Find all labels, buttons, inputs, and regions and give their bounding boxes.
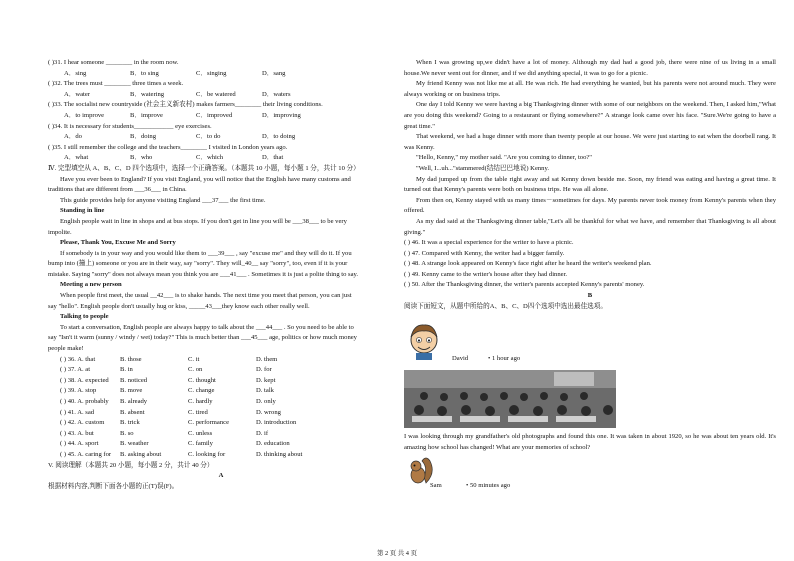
story-paragraph: From then on, Kenny stayed with us many times－sometimes for days. My parents never took money from Kenny's parents when they offered. [404, 196, 776, 215]
boy-avatar-icon [406, 320, 442, 360]
cloze-option[interactable]: D. if [256, 429, 269, 437]
subheading-meeting-new-person: Meeting a new person [60, 281, 122, 289]
cloze-option[interactable]: C. performance [188, 419, 230, 427]
cloze-intro-3: This guide provides help for anyone visiting England ___37___ the first time. [60, 196, 266, 204]
cloze-option-row [48, 397, 394, 408]
cloze-question-number[interactable]: ( ) 38. A. expected [60, 376, 109, 384]
cloze-option[interactable]: D. wrong [256, 408, 281, 416]
cloze-question-number[interactable]: ( ) 41. A. sad [60, 408, 95, 416]
sub4-line-2: say "Isn't it warm (sunny / windy / wet) today?" This is much better than ___45___ age, politics or how much money [48, 334, 357, 342]
multiple-choice-section [48, 58, 394, 164]
cloze-option[interactable]: D. kept [256, 376, 276, 384]
mc-question-options [48, 153, 394, 164]
mc-option[interactable]: A．sing [64, 69, 87, 77]
mc-question-options [48, 111, 394, 122]
cloze-question-number[interactable]: ( ) 43. A. but [60, 429, 94, 437]
post1-time: • 1 hour ago [488, 355, 521, 363]
post2-header [404, 455, 776, 491]
page-footer: 第 2 页 共 4 页 [377, 550, 417, 557]
cloze-question-number[interactable]: ( ) 44. A. sport [60, 440, 99, 448]
cloze-option[interactable]: D. thinking about [256, 450, 303, 458]
post2-time: • 50 minutes ago [466, 482, 511, 490]
part-a-label: A [218, 472, 224, 480]
right-column [404, 58, 776, 491]
sub1-line-1: English people wait in line in shops and at bus stops. If you don't get in line you will be ___38___ to be very [60, 217, 347, 225]
cloze-option[interactable]: D. introduction [256, 419, 297, 427]
mc-option[interactable]: C．improved [196, 111, 233, 119]
cloze-option[interactable]: D. talk [256, 387, 274, 395]
mc-option[interactable]: D．improving [262, 111, 301, 119]
sub4-line-3: people make! [48, 345, 84, 353]
story-paragraph: "Well, I...uh..."stammered(结结巴巴地说) Kenny. [416, 164, 549, 172]
subheading-standing-in-line: Standing in line [60, 207, 105, 215]
cloze-option[interactable]: C. tired [188, 408, 208, 416]
story-paragraph: As my dad said at the Thanksgiving dinner table,"Let's all be thankful for what we have, and remember that Thanksgiving is all about giving." [404, 217, 776, 236]
cloze-option[interactable]: C. on [188, 366, 203, 374]
mc-question-stem: ( )35. I still remember the college and the teachers________ I visited in London years ago. [48, 143, 288, 151]
classroom-photo-image [404, 370, 616, 428]
story-paragraph: My dad jumped up from the table right away and sat Kenny down beside me. Soon, my friend was eating and having a great time. It turned out that Kenny's parents were both on business trips. He was all alone. [404, 175, 776, 194]
old-classroom-photo [404, 370, 616, 428]
mc-option[interactable]: A．water [64, 90, 90, 98]
cloze-option[interactable]: B. in [120, 366, 133, 374]
cloze-option-row [48, 355, 394, 366]
sub2-line-1: If somebody is in your way and you would like them to ___39___ , say "excuse me" and they will do it. If you [60, 249, 352, 257]
cloze-option[interactable]: C. unless [188, 429, 213, 437]
cloze-question-number[interactable]: ( ) 42. A. custom [60, 419, 105, 427]
story-paragraph: That weekend, we had a huge dinner with more than twenty people at our house. We were just starting to eat when the doorbell rang. It was Kenny. [404, 133, 776, 151]
part-b-label: B [587, 292, 593, 300]
cloze-question-number[interactable]: ( ) 40. A. probably [60, 398, 109, 405]
story-paragraph: One day I told Kenny we were having a big Thanksgiving dinner with some of our neighbors on the weekend. Then, I asked him,"What are you doing this weekend? Going to a restaurant or flying somewhere?" A strange look came over his face. "Sure.We're going to have a great time." [404, 101, 776, 130]
tf-question[interactable]: ( ) 50. After the Thanksgiving dinner, the writer's parents accepted Kenny's parents' money. [404, 281, 645, 289]
mc-option[interactable]: D．that [262, 154, 284, 162]
sub2-line-3: mistake. Saying "sorry" does not always mean you think you are ___41___ . Sometimes it is just a polite thing to say. [48, 270, 359, 278]
cloze-option[interactable]: C. change [188, 387, 215, 395]
cloze-option[interactable]: B. those [120, 355, 142, 363]
post1-text: I was looking through my grandfather's old photographs and found this one. It was taken in about 1920, so he was about ten years old. It's amazing how school has changed! What are your memories of school? [404, 433, 776, 451]
mc-option[interactable]: A．to improve [64, 111, 105, 119]
mc-option[interactable]: D．sang [262, 69, 286, 77]
part-b-instruction: 阅读下面短文，从题中所给的A、B、C、D四个选项中选出最佳选项。 [404, 302, 607, 310]
cloze-option-row [48, 376, 394, 387]
mc-question-options [48, 132, 394, 143]
mc-option[interactable]: C．be watered [196, 90, 236, 98]
cloze-option[interactable]: D. education [256, 440, 290, 448]
cloze-option[interactable]: B. absent [120, 408, 145, 416]
mc-option[interactable]: B．improve [130, 111, 163, 119]
mc-option[interactable]: D．waters [262, 90, 291, 98]
subheading-talking-to-people: Talking to people [60, 313, 109, 321]
cloze-option[interactable]: C. family [188, 440, 213, 448]
mc-option[interactable]: A．do [64, 133, 82, 141]
mc-option[interactable]: B．watering [130, 90, 165, 98]
cloze-option[interactable]: B. weather [120, 440, 149, 448]
subheading-please-thank-you: Please, Thank You, Excuse Me and Sorry [60, 239, 176, 247]
mc-question-stem: ( )33. The socialist new countryside (社会主义新农村) makes farmers________ their living conditions. [48, 101, 323, 109]
mc-question-stem: ( )32. The trees must ________ three times a week. [48, 80, 184, 88]
cloze-intro-1: Have you ever been to England? If you visit England, you will notice that the English have many customs and [60, 175, 351, 183]
cloze-option[interactable]: C. looking for [188, 450, 226, 458]
tf-question[interactable]: ( ) 47. Compared with Kenny, the writer had a bigger family. [404, 249, 565, 257]
cloze-option[interactable]: B. trick [120, 419, 140, 427]
sub4-line-1: To start a conversation, English people are always happy to talk about the ___44___ . So you need to be able to [60, 323, 354, 331]
cloze-option[interactable]: D. for [256, 366, 272, 374]
cloze-option-row [48, 386, 394, 397]
true-false-questions [404, 238, 776, 291]
cloze-option[interactable]: C. hardly [188, 398, 213, 405]
story-paragraph: When I was growing up,we didn't have a lot of money. Although my dad had a good job, there were nine of us living in a small house.We never went out for dinner, and if we did anything special, it was to go for a picnic. [404, 59, 776, 77]
tf-question[interactable]: ( ) 46. It was a special experience for the writer to have a picnic. [404, 239, 574, 247]
mc-option[interactable]: A．what [64, 154, 89, 162]
story-paragraph: My friend Kenny was not like me at all. He was rich. He had everything he wanted, but his parents were not around much. They were always working or on business trips. [404, 80, 776, 98]
cloze-option-row [48, 418, 394, 429]
mc-option[interactable]: B．doing [130, 133, 157, 141]
mc-option[interactable]: B．to sing [130, 69, 159, 77]
cloze-question-number[interactable]: ( ) 36. A. that [60, 355, 96, 363]
cloze-option[interactable]: B. noticed [120, 376, 148, 384]
cloze-option[interactable]: B. move [120, 387, 143, 395]
cloze-option-row [48, 365, 394, 376]
sub3-line-2: say "hello". English people don't usually hug or kiss, _____43___they know each other really well. [48, 302, 310, 310]
cloze-option[interactable]: B. already [120, 398, 148, 405]
mc-option[interactable]: B．who [130, 154, 153, 162]
mc-question-options [48, 69, 394, 80]
cloze-option-row [48, 408, 394, 419]
cloze-intro-2: traditions that are different from ___36___ in China. [48, 186, 187, 194]
sub3-line-1: When people first meet, the usual __42___ is to shake hands. The next time you meet that person, you can just [60, 292, 352, 300]
section-4-title: Ⅳ. 完型填空从 A、B、C、D 四个选项中，选择一个正确答案。（本题共 10 小题，每小题 1 分，共计 10 分） [48, 164, 360, 172]
mc-option[interactable]: C．which [196, 154, 224, 162]
cloze-option-row [48, 439, 394, 450]
post1-author: David [452, 355, 469, 363]
section-5-title: V. 阅读理解（本题共 20 小题，每小题 2 分，共计 40 分） [48, 461, 214, 469]
mc-option[interactable]: C．singing [196, 69, 227, 77]
sub2-line-2: bump into (撞上) someone or you are in their way, say "sorry". They will_40__ say "sorry", too, even if it is your [48, 260, 348, 268]
cloze-option[interactable]: D. them [256, 355, 278, 363]
mc-question-options [48, 90, 394, 101]
cloze-option[interactable]: C. thought [188, 376, 216, 384]
cloze-option[interactable]: B. asking about [120, 450, 162, 458]
post2-author: Sam [430, 482, 442, 490]
mc-question-stem: ( )34. It is necessary for students____________ eye exercises. [48, 122, 212, 130]
cloze-option-row [48, 429, 394, 440]
cloze-option-row [48, 450, 394, 461]
cloze-question-number[interactable]: ( ) 45. A. caring for [60, 450, 112, 458]
cloze-option[interactable]: C. it [188, 355, 200, 363]
part-a-instruction: 根据材料内容,判断下面各小题的正(T)误(F)。 [48, 482, 179, 490]
mc-option[interactable]: D．to doing [262, 133, 296, 141]
cloze-option[interactable]: B. so [120, 429, 134, 437]
cloze-options-list [48, 355, 394, 461]
post1-header [404, 318, 776, 368]
tf-question[interactable]: ( ) 49. Kenny came to the writer's house after they had dinner. [404, 270, 568, 278]
left-column [48, 58, 394, 492]
cloze-question-number[interactable]: ( ) 37. A. at [60, 366, 91, 374]
reading-passage-a [404, 58, 776, 238]
sub1-line-2: impolite. [48, 228, 72, 236]
cloze-option[interactable]: D. only [256, 398, 276, 405]
tf-question[interactable]: ( ) 48. A strange look appeared on Kenny's face right after he heard the writer's weekend plan. [404, 260, 652, 268]
mc-option[interactable]: C．to do [196, 133, 221, 141]
story-paragraph: "Hello, Kenny," my mother said. "Are you coming to dinner, too?" [416, 154, 592, 162]
mc-question-stem: ( )31. I hear someone ________ in the room now. [48, 59, 179, 66]
cloze-question-number[interactable]: ( ) 39. A. stop [60, 387, 97, 395]
